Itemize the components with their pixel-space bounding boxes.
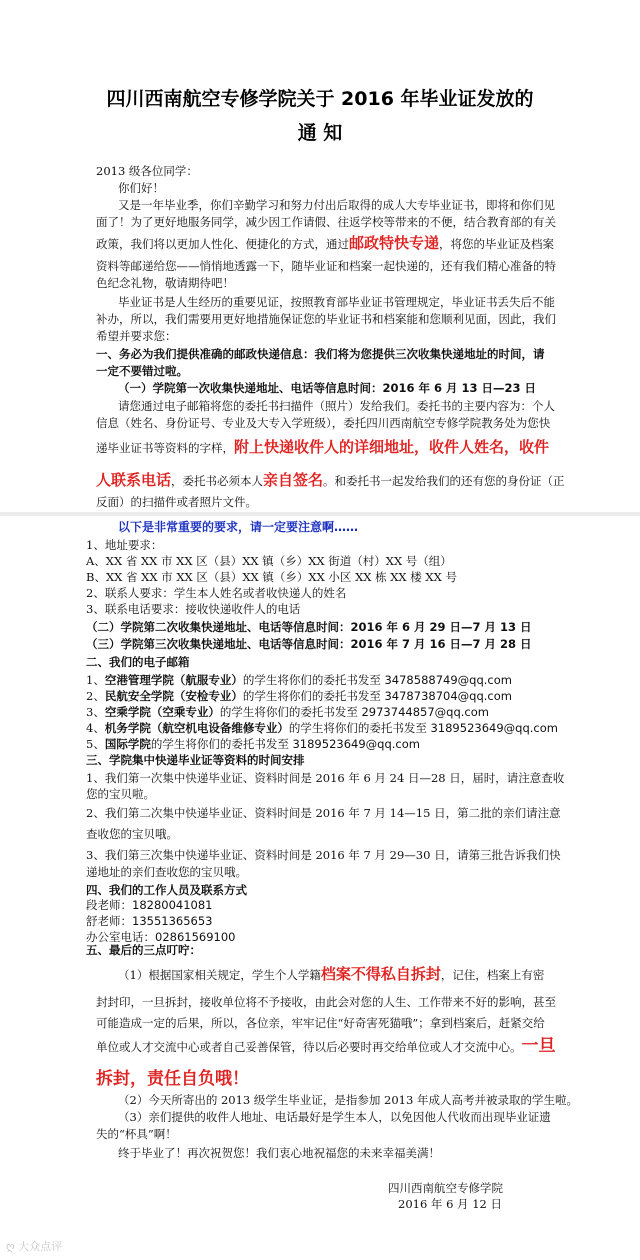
contact-phone: 13551365653 — [132, 914, 213, 928]
contact-row — [86, 897, 212, 913]
contact-label: 办公室电话： — [86, 930, 155, 944]
intro-line-highlight — [96, 235, 554, 252]
signature-org: 四川西南航空专修学院 — [388, 1181, 503, 1195]
email-num: 3、 — [86, 705, 105, 719]
section1-heading: 一定不要错过啦。 — [96, 364, 188, 378]
reminder-line: （3）亲们提供的收件人地址、电话最好是学生本人，以免因他人代收而出现毕业证遗 — [118, 1110, 551, 1124]
reminder-line-highlight — [118, 966, 544, 983]
requirement-item: 3、联系电话要求：接收快递收件人的电话 — [86, 602, 301, 616]
collection-period-2: （二）学院第二次收集快递地址、电话等信息时间：2016 年 6 月 29 日—7 月 13 日 — [86, 620, 532, 634]
intro-line: 又是一年毕业季，你们辛勤学习和努力付出后取得的成人大专毕业证书，即将和你们见 — [118, 198, 555, 212]
reminder-text: （1）根据国家相关规定，学生个人学籍 — [118, 968, 321, 982]
reminder-text: ，记住，档案上有密 — [440, 968, 545, 982]
reminder-line: 失的“杯具”啊！ — [96, 1127, 177, 1141]
section2-heading: 二、我们的电子邮箱 — [86, 655, 190, 669]
document-title-line2: 通 知 — [297, 122, 343, 144]
reminder-line: 封封印，一旦拆封，接收单位将不予接收，由此会对您的人生、工作带来不好的影响，甚至 — [96, 995, 556, 1009]
email-desc: 的学生将你们的委托书发至 — [242, 673, 385, 687]
watermark-logo-icon: ღ — [6, 1240, 15, 1253]
section1-body: 反面）的扫描件或者照片文件。 — [96, 495, 257, 509]
email-num: 1、 — [86, 673, 105, 687]
section1-text: 递毕业证书等资料的字样， — [96, 441, 234, 455]
contact-phone: 02861569100 — [155, 930, 236, 944]
watermark-text: 大众点评 — [18, 1240, 63, 1253]
contact-row — [86, 913, 212, 929]
intro-text: ，将您的毕业证及档案 — [439, 237, 555, 251]
email-num: 2、 — [86, 689, 105, 703]
section1-heading: 一、务必为我们提供准确的邮政快递信息：我们将为您提供三次收集快递地址的时间，请 — [96, 347, 545, 361]
schedule-line: 3、我们第三次集中快递毕业证、资料时间是 2016 年 7 月 29—30 日，请第三批告诉我们快 — [86, 848, 561, 862]
contact-label: 段老师： — [86, 898, 132, 912]
email-dept: 机务学院（航空机电设备维修专业） — [104, 721, 289, 735]
highlight-recipient: 附上快递收件人的详细地址，收件人姓名，收件 — [234, 438, 550, 456]
reminder-line: 可能造成一定的后果，所以，各位亲，牢牢记住“好奇害死猫哦”；拿到档案后，赶紧交给 — [96, 1016, 545, 1030]
contact-phone: 18280041081 — [132, 898, 213, 912]
email-dept: 民航安全学院（安检专业） — [104, 689, 243, 703]
intro-line: 补办，所以，我们需要用更好地措施保证您的毕业证书和档案能和您顺利见面，因此，我们 — [96, 312, 556, 326]
intro-line: 资料等邮递给您——悄悄地透露一下，随毕业证和档案一起快递的，还有我们精心准备的特 — [96, 259, 556, 273]
requirement-item: 2、联系人要求：学生本人姓名或者收快递人的姓名 — [86, 586, 347, 600]
email-address: 3478738704@qq.com — [384, 689, 512, 703]
email-address: 2973744857@qq.com — [361, 705, 489, 719]
divider — [0, 512, 640, 516]
reminder-line-highlight — [96, 1038, 556, 1055]
closing-line: 终于毕业了！再次祝贺您！我们衷心地祝福您的未来幸福美满！ — [118, 1146, 440, 1160]
email-desc: 的学生将你们的委托书发至 — [242, 689, 385, 703]
section1-body: 信息（姓名、身份证号、专业及大专入学班级），委托四川西南航空专修学院教务处为您快 — [96, 416, 551, 430]
watermark — [6, 1238, 62, 1254]
email-dept: 空港管理学院（航服专业） — [104, 673, 243, 687]
important-notice: 以下是非常重要的要求，请一定要注意啊…… — [118, 520, 359, 534]
section1-body-highlight — [96, 472, 565, 489]
highlight-signature: 亲自签名 — [263, 471, 324, 489]
schedule-line: 2、我们第二次集中快递毕业证、资料时间是 2016 年 7 月 14—15 日，第二批的亲们请注意 — [86, 806, 561, 820]
section1-text: 。和委托书一起发给我们的还有您的身份证（正 — [323, 474, 565, 488]
section1-text: ，委托书必须本人 — [171, 474, 264, 488]
email-num: 5、 — [86, 737, 105, 751]
email-row — [86, 688, 512, 704]
contact-label: 舒老师： — [86, 914, 132, 928]
email-row — [86, 736, 420, 752]
email-desc: 的学生将你们的委托书发至 — [219, 705, 362, 719]
requirement-item: B、XX 省 XX 市 XX 区（县）XX 镇（乡）XX 小区 XX 栋 XX 楼 XX 号 — [86, 570, 457, 584]
schedule-line: 您的宝贝啦。 — [86, 787, 155, 801]
email-dept: 空乘学院（空乘专业） — [104, 705, 220, 719]
section1-body-highlight — [96, 439, 549, 456]
highlight-ems: 邮政特快专递 — [349, 234, 440, 252]
intro-line: 毕业证书是人生经历的重要见证，按照教育部毕业证书管理规定，毕业证书丢失后不能 — [118, 295, 555, 309]
collection-period-3: （三）学院第三次收集快递地址、电话等信息时间：2016 年 7 月 16 日—7 月 28 日 — [86, 637, 532, 651]
section3-heading: 三、学院集中快递毕业证等资料的时间安排 — [86, 753, 305, 767]
schedule-line: 查收您的宝贝哦。 — [86, 827, 178, 841]
salutation: 2013 级各位同学： — [96, 164, 198, 178]
document-title-line1: 四川西南航空专修学院关于 2016 年毕业证发放的 — [106, 88, 534, 110]
section1-sub1: （一）学院第一次收集快递地址、电话等信息时间：2016 年 6 月 13 日—23 日 — [118, 381, 537, 395]
email-row — [86, 672, 512, 688]
section1-body: 请您通过电子邮箱将您的委托书扫描件（照片）发给我们。委托书的主要内容为：个人 — [118, 399, 555, 413]
email-address: 3189523649@qq.com — [292, 737, 420, 751]
reminder-text: 单位或人才交流中心或者自己妥善保管，待以后必要时再交给单位或人才交流中心。 — [96, 1040, 522, 1054]
schedule-line: 递地址的亲们查收您的宝贝哦。 — [86, 865, 247, 879]
section5-heading: 五、最后的三点叮咛： — [86, 943, 201, 957]
highlight-phone: 人联系电话 — [96, 471, 172, 489]
schedule-line: 1、我们第一次集中快递毕业证、资料时间是 2016 年 6 月 24 日—28 日，届时，请注意查收 — [86, 771, 565, 785]
email-address: 3189523649@qq.com — [430, 721, 558, 735]
reminder-line: （2）今天所寄出的 2013 级学生毕业证，是指参加 2013 年成人高考并被录取的学生啦。 — [118, 1093, 578, 1107]
section4-heading: 四、我们的工作人员及联系方式 — [86, 883, 247, 897]
requirement-item: 1、地址要求： — [86, 538, 163, 552]
intro-line: 面了！为了更好地服务同学，减少因工作请假、往返学校等带来的不便，结合教育部的有关 — [96, 215, 556, 229]
email-desc: 的学生将你们的委托书发至 — [288, 721, 431, 735]
signature-date: 2016 年 6 月 12 日 — [398, 1197, 502, 1211]
highlight-responsibility: 拆封，责任自负哦！ — [96, 1069, 249, 1089]
hello-text: 你们好！ — [118, 181, 164, 195]
email-dept: 国际学院 — [104, 737, 151, 751]
email-address: 3478588749@qq.com — [384, 673, 512, 687]
email-row — [86, 704, 489, 720]
intro-text: 政策，我们将以更加人性化、便捷化的方式，通过 — [96, 237, 349, 251]
highlight-no-unseal: 档案不得私自拆封 — [320, 965, 441, 983]
email-desc: 的学生将你们的委托书发至 — [150, 737, 293, 751]
intro-line: 希望并要求您： — [96, 329, 177, 343]
intro-line: 色纪念礼物，敬请期待吧！ — [96, 276, 234, 290]
email-row — [86, 720, 558, 736]
email-num: 4、 — [86, 721, 105, 735]
requirement-item: A、XX 省 XX 市 XX 区（县）XX 镇（乡）XX 街道（村）XX 号（组） — [86, 554, 452, 568]
highlight-once: 一旦 — [521, 1036, 556, 1056]
